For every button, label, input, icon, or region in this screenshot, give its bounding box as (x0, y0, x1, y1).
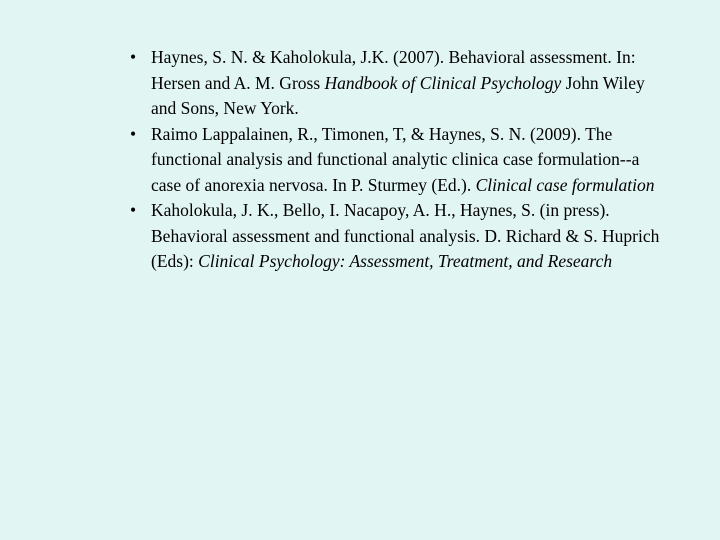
reference-item (130, 198, 670, 275)
reference-title: Clinical case formulation (475, 174, 655, 195)
reference-text: John Wiley and Sons, New York. (151, 72, 645, 118)
reference-text: Kaholokula, J. K., Bello, I. Nacapoy, A. H., Haynes, S. (in press). Behavioral assessment and functional analysis. D. Richard & S. Huprich (Eds): (151, 200, 660, 271)
reference-title: Handbook of Clinical Psychology (324, 72, 562, 93)
bullet-icon: • (130, 200, 137, 220)
bullet-icon: • (130, 47, 137, 67)
reference-text: Raimo Lappalainen, R., Timonen, T, & Haynes, S. N. (2009). The functional analysis and functional analytic clinica case formulation--a case of anorexia nervosa. In P. Sturmey (Ed.). (151, 123, 640, 195)
reference-title: Clinical Psychology: Assessment, Treatment, and Research (198, 251, 613, 271)
bullet-icon: • (130, 123, 137, 144)
reference-item (130, 122, 670, 199)
reference-item (130, 45, 670, 122)
reference-list (130, 45, 670, 275)
reference-text: Haynes, S. N. & Kaholokula, J.K. (2007). Behavioral assessment. In: Hersen and A. M. Gross (151, 47, 636, 93)
